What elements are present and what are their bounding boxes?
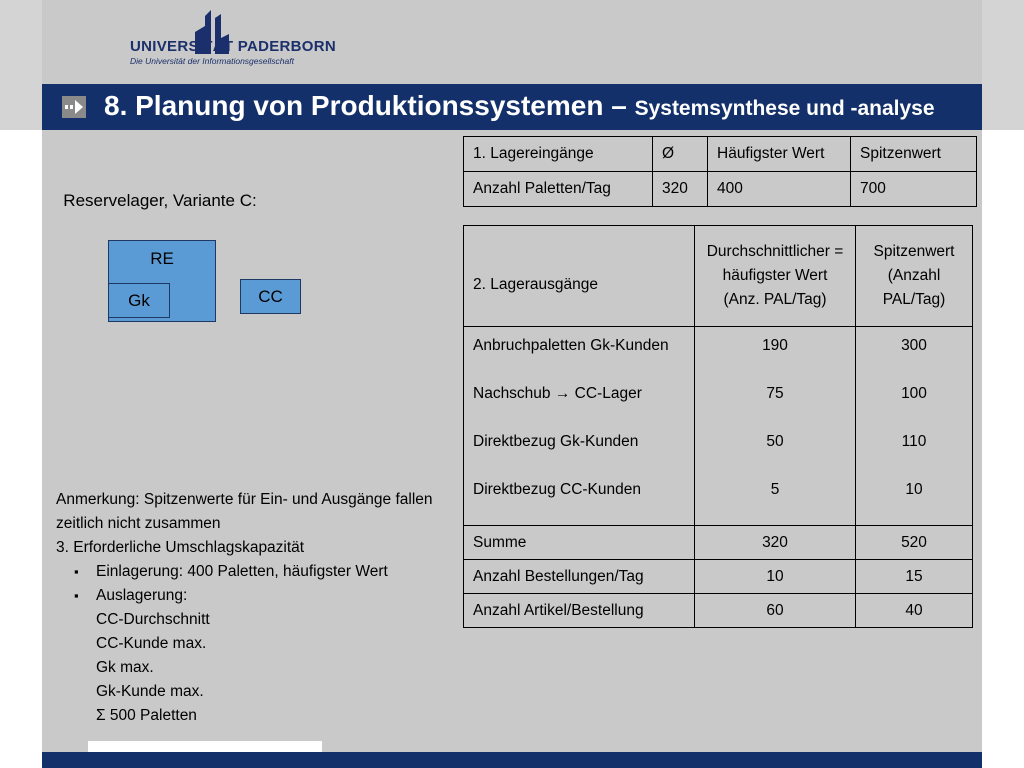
table-row — [464, 560, 973, 594]
arrow-icon — [62, 96, 86, 118]
note-subitem: CC-Durchschnitt — [96, 611, 210, 628]
table-cell — [695, 327, 856, 526]
footer-bar — [42, 752, 982, 768]
table-header-row — [464, 137, 977, 172]
variant-label: Reservelager, Variante C: — [63, 191, 257, 210]
stack-line: 10 — [905, 481, 923, 498]
stack-line: 5 — [770, 481, 780, 498]
table-cell: Häufigster Wert — [708, 137, 851, 172]
note-subitem: Gk max. — [96, 659, 154, 676]
table-cell: 320 — [695, 526, 856, 560]
table-cell: 1. Lagereingänge — [464, 137, 653, 172]
table-cell: 60 — [695, 594, 856, 628]
university-tagline: Die Universität der Informationsgesellschaft — [130, 56, 294, 66]
table-row — [464, 594, 973, 628]
stack-line: Anbruchpaletten Gk-Kunden — [473, 337, 669, 354]
title-bar — [42, 84, 982, 130]
stack-line: Direktbezug CC-Kunden — [473, 481, 642, 498]
table-cell: Anzahl Paletten/Tag — [464, 172, 653, 207]
stack-line: Nachschub → CC-Lager — [473, 385, 642, 402]
page-title-sub: Systemsynthese und -analyse — [634, 97, 935, 120]
table-cell: Summe — [464, 526, 695, 560]
right-margin — [982, 130, 1024, 768]
outgoing-table — [463, 225, 973, 628]
table-cell: Spitzenwert — [851, 137, 977, 172]
footer-accent — [88, 741, 322, 752]
table-cell: 400 — [708, 172, 851, 207]
cc-box: CC — [240, 279, 301, 314]
gk-box: Gk — [108, 283, 170, 318]
notes-block — [56, 488, 466, 728]
table-cell: 520 — [856, 526, 973, 560]
note-sum: Σ 500 Paletten — [96, 707, 197, 724]
re-label: RE — [150, 249, 174, 268]
table-cell: Anzahl Artikel/Bestellung — [464, 594, 695, 628]
note-remark: Anmerkung: Spitzenwerte für Ein- und Ausgänge fallen zeitlich nicht zusammen — [56, 491, 433, 532]
note-subitem: CC-Kunde max. — [96, 635, 207, 652]
table-row — [464, 172, 977, 207]
table-cell: 2. Lagerausgänge — [464, 226, 695, 327]
table-cell — [464, 327, 695, 526]
table-row — [464, 526, 973, 560]
table-cell: Durchschnittlicher = häufigster Wert (Anz. PAL/Tag) — [695, 226, 856, 327]
stack-line: 190 — [762, 337, 788, 354]
incoming-table — [463, 136, 977, 207]
table-cell: Ø — [653, 137, 708, 172]
note-heading: 3. Erforderliche Umschlagskapazität — [56, 539, 305, 556]
university-name: UNIVERSITÄT PADERBORN — [130, 38, 337, 55]
table-cell: 320 — [653, 172, 708, 207]
table-cell: Anzahl Bestellungen/Tag — [464, 560, 695, 594]
stack-line: 100 — [901, 385, 927, 402]
table-cell: 10 — [695, 560, 856, 594]
table-cell: 700 — [851, 172, 977, 207]
stack-line: 110 — [901, 433, 927, 450]
stack-line: 75 — [766, 385, 784, 402]
table-cell — [856, 327, 973, 526]
page-title — [104, 90, 935, 122]
stack-line: Direktbezug Gk-Kunden — [473, 433, 639, 450]
stack-line: 50 — [766, 433, 784, 450]
left-margin — [0, 130, 42, 768]
note-bullet: ▪ Auslagerung: — [56, 584, 466, 608]
stack-line: 300 — [901, 337, 927, 354]
page-title-main: 8. Planung von Produktionssystemen – — [104, 90, 635, 121]
table-cell: 40 — [856, 594, 973, 628]
note-subitem: Gk-Kunde max. — [96, 683, 204, 700]
table-row — [464, 327, 973, 526]
table-cell: Spitzenwert (Anzahl PAL/Tag) — [856, 226, 973, 327]
note-bullet: ▪ Einlagerung: 400 Paletten, häufigster Wert — [56, 560, 466, 584]
table-cell: 15 — [856, 560, 973, 594]
table-header-row — [464, 226, 973, 327]
